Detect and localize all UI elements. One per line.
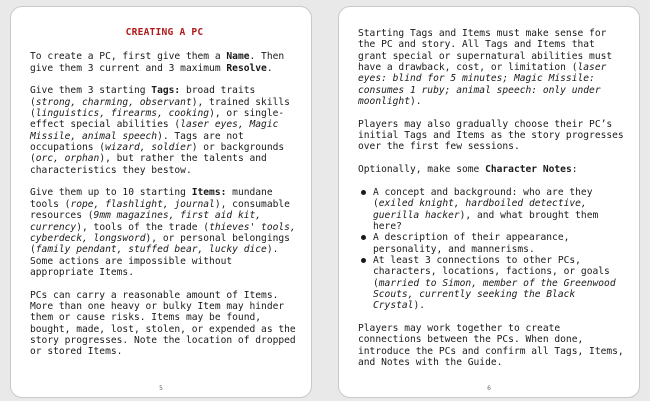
example: orc, orphan (35, 153, 100, 165)
text: Give them up to 10 starting (30, 187, 192, 199)
text: Starting Tags and Items must make sense for the PC and story. All Tags and Items that grant special or supernatural abilities must have a drawback, cost, or limitation ( (358, 28, 613, 74)
text: To create a PC, first give them a (30, 51, 227, 63)
example: married to Simon, member of the Greenwood Scouts, currently seeking the Black Crystal (373, 277, 616, 312)
text: ) or backgrounds ( (30, 142, 285, 165)
example: 9mm magazines, first aid kit, currency (30, 210, 262, 233)
text: ). (409, 96, 422, 108)
text: ), or single-effect special abilities ( (30, 108, 285, 131)
term-items: Items: (191, 187, 227, 199)
example: rope, flashlight, journal (70, 198, 215, 210)
text: ), tools of the trade ( (76, 221, 210, 233)
list-item (358, 187, 627, 232)
text: ). (413, 300, 425, 312)
example: exiled knight, hardboiled detective, guerilla hacker (373, 198, 587, 221)
text: ), but rather the talents and characteristics they bestow. (30, 153, 267, 176)
example: laser eyes, Magic Missile, animal speech (30, 119, 279, 142)
paragraph-gradual: Players may also gradually choose their PC’s initial Tags and Items as the story progresses over the first few sessions. (358, 118, 624, 153)
example: thieves' tools, cyberdeck, longsword (30, 221, 296, 244)
notes-list (358, 187, 627, 312)
text: ), and what brought them here? (373, 209, 599, 232)
text: Optionally, make some (358, 164, 486, 176)
left-page-content (30, 27, 299, 369)
term-character-notes: Character Notes (485, 164, 572, 176)
text: ). Tags are not occupations ( (30, 130, 244, 154)
example: linguistics, firearms, cooking (35, 108, 210, 120)
text: broad traits ( (30, 85, 256, 108)
text: ), or personal belongings ( (30, 232, 290, 256)
paragraph-name-resolve (30, 51, 299, 74)
page-number: 5 (159, 385, 163, 392)
term-name: Name (226, 51, 250, 63)
example: strong, charming, observant (35, 96, 192, 108)
example: laser eyes: blind for 5 minutes; Magic Missile: consumes 1 ruby; animal speech: only under moonlight (358, 62, 607, 108)
text: At least 3 connections to other PCs, characters, locations, factions, or goals ( (373, 254, 610, 289)
right-page (338, 6, 640, 398)
paragraph-sense (358, 28, 627, 107)
paragraph-connections: Players may work together to create connections between the PCs. When done, introduce the PCs and confirm all Tags, Items, and Notes with the Guide. (358, 322, 624, 368)
example: wizard, soldier (105, 142, 192, 154)
term-resolve: Resolve (226, 62, 267, 74)
paragraph-tags (30, 85, 299, 176)
text: : (571, 164, 578, 176)
text: ), trained skills ( (30, 96, 290, 120)
text: ), consumable resources ( (30, 198, 290, 222)
list-item (358, 232, 627, 255)
example: family pendant, stuffed bear, lucky dice (35, 244, 267, 256)
page-number: 6 (487, 385, 491, 392)
text: . Then give them 3 current and 3 maximum (30, 51, 285, 74)
text: . (266, 62, 273, 74)
text: A concept and background: who are they ( (373, 186, 593, 210)
list-item (358, 255, 627, 312)
text: Give them 3 starting (30, 85, 152, 97)
page-title: CREATING A PC (125, 27, 204, 38)
text: mundane tools ( (30, 187, 273, 210)
right-page-content (358, 28, 627, 380)
paragraph-notes (358, 164, 627, 175)
term-tags: Tags: (151, 85, 181, 97)
left-page (10, 6, 312, 398)
text: ). Some actions are impossible without appropriate Items. (30, 244, 279, 278)
paragraph-carry: PCs can carry a reasonable amount of Items. More than one heavy or bulky Item may hinder them or cause risks. Items may be found, bought, made, lost, stolen, or expended as the story progresses. Note the location of dropped or stored Items. (30, 289, 296, 358)
text: A description of their appearance, personality, and mannerisms. (373, 232, 570, 255)
paragraph-items (30, 187, 299, 278)
